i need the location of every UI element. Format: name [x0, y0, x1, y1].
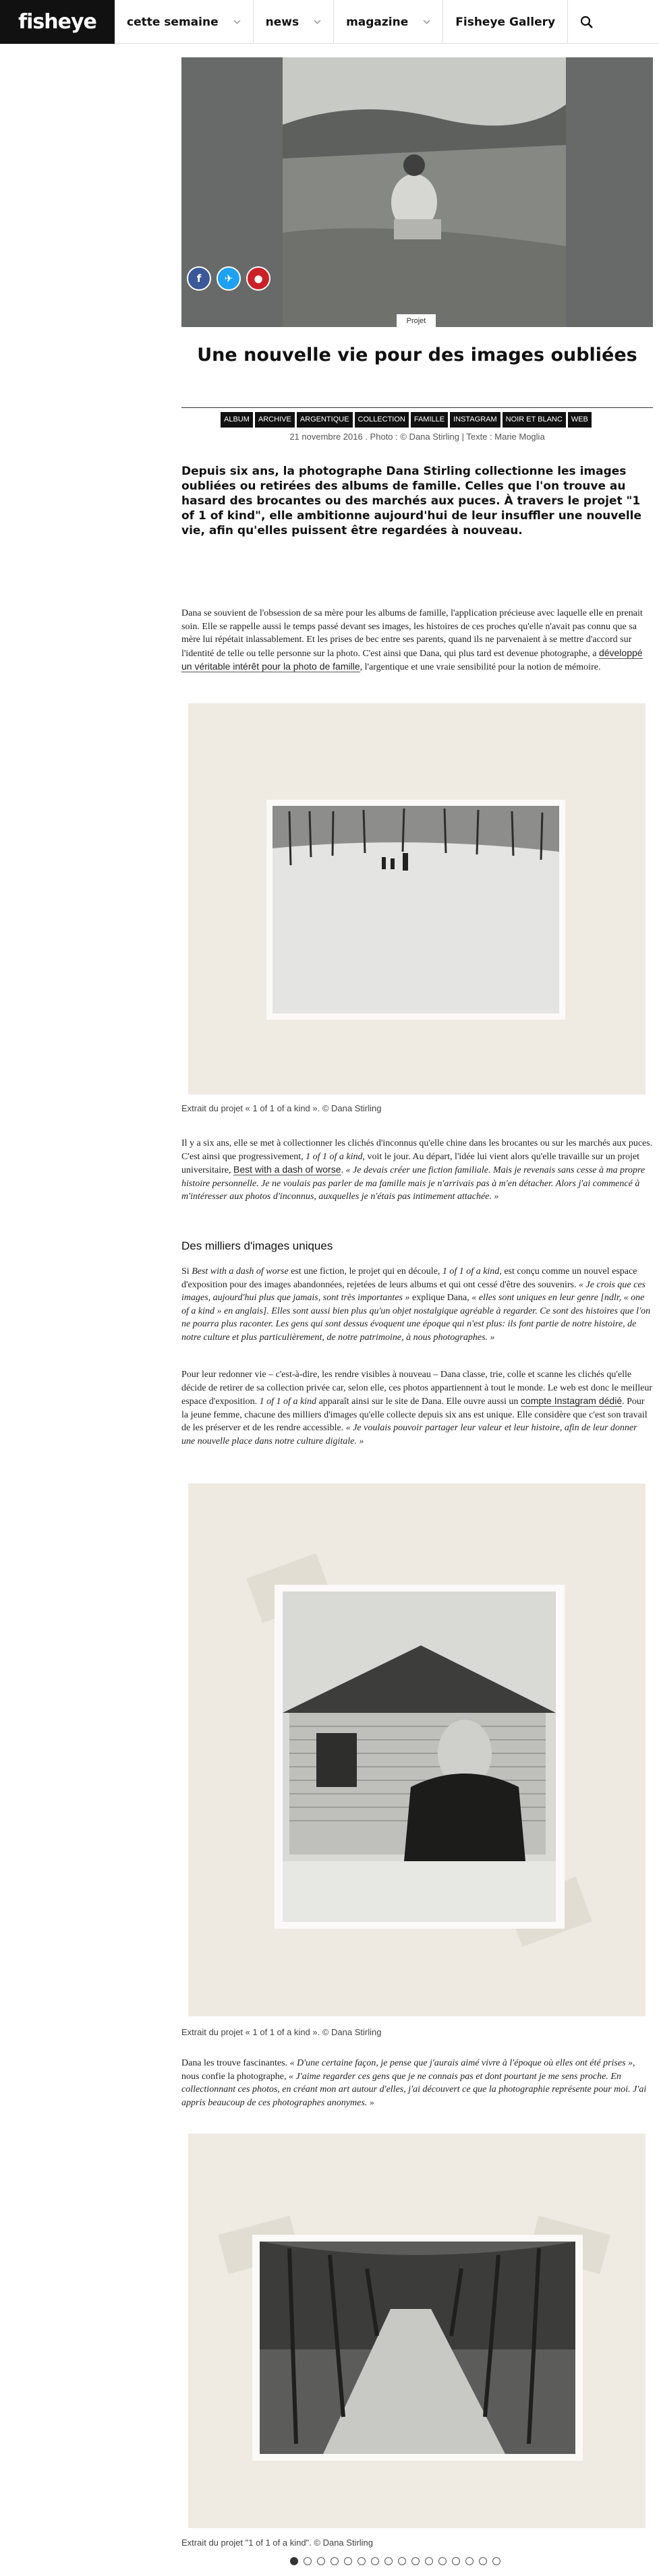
paragraph — [181, 1368, 653, 1448]
tag-argentique[interactable]: ARGENTIQUE — [297, 412, 353, 428]
nav-item-label: news — [265, 15, 299, 29]
inline-link[interactable]: Best with a dash of worse — [233, 1164, 341, 1175]
twitter-share-button[interactable] — [217, 266, 241, 291]
tag-album[interactable]: ALBUM — [221, 412, 253, 428]
image-caption: Extrait du projet « 1 of 1 of a kind ». © Dana Stirling — [181, 1103, 382, 1113]
text: est une fiction, le projet qui en découle, — [288, 1266, 442, 1277]
inline-link[interactable]: développé un véritable intérêt pour la photo de famille — [181, 647, 643, 672]
facebook-icon: f — [196, 272, 202, 285]
search-icon — [580, 16, 594, 29]
snow-photo — [188, 703, 646, 1094]
carousel-dot[interactable] — [479, 2557, 487, 2565]
text: explique Dana, — [409, 1293, 472, 1303]
text: Si — [181, 1266, 192, 1277]
chevron-down-icon — [423, 18, 430, 26]
twitter-icon: ✈ — [224, 272, 233, 285]
text: . Pour la jeune femme, chacune des milliers d'images qu'elle collecte depuis six ans est unique. Elle considère que c'est son travail de les préserver et de les rendre accessible. — [181, 1397, 648, 1433]
article-image — [188, 1484, 646, 2016]
facebook-share-button[interactable] — [187, 266, 211, 291]
quote: « Je devais créer une fiction familiale. Mais je revenais sans cesse à ma propre histoire personnelle. Je ne voulais pas parler de ma famille mais je n'arrivais pas à m'en détacher. Alors j'ai commencé à m'intéresser aux photos d'inconnus, auxquelles je n'étais pas intimement attachée. » — [181, 1165, 646, 1202]
image-caption: Extrait du projet "1 of 1 of a kind". © Dana Stirling — [181, 2538, 374, 2548]
nav-item-label: cette semaine — [127, 15, 219, 29]
house-portrait-photo — [188, 1484, 646, 2016]
carousel-dot[interactable] — [452, 2557, 460, 2565]
tag-list — [221, 412, 592, 428]
quote: « J'aime regarder ces gens que je ne connais pas et dont pourtant je me sens proche. En collectionnant ces photos, en créant mon art autour d'elles, j'ai découvert ce que la photographie représente pour moi. J'ai appris beaucoup de ces photographes anonymes. » — [181, 2071, 647, 2108]
text: apparaît ainsi sur le site de Dana. Elle ouvre aussi un — [316, 1397, 521, 1407]
top-nav — [0, 0, 659, 44]
carousel-dot[interactable] — [398, 2557, 406, 2565]
pinterest-icon: ● — [254, 272, 263, 285]
text: . — [341, 1165, 346, 1175]
text: Best with a dash of worse — [192, 1266, 289, 1277]
text: , est conçu comme un nouvel espace d'exposition pour des images abandonnées, rejetées de leurs albums et qui ont cessé d'être des souvenirs. — [181, 1266, 637, 1290]
quote: « D'une certaine façon, je pense que j'aurais aimé vivre à l'époque où elles ont été prises » — [289, 2058, 633, 2068]
divider — [181, 407, 653, 408]
category-tag[interactable]: Projet — [397, 314, 436, 327]
text: , l'argentique et une vraie sensibilité pour la notion de mémoire. — [360, 662, 601, 672]
paragraph — [181, 1265, 653, 1344]
carousel-dot[interactable] — [425, 2557, 433, 2565]
quote: « elles sont uniques en leur genre [ndlr, « one of a kind » en anglais]. Elles sont aussi bien plus qu'un objet nostalgique agréable à regarder. Ce sont des histoires que l'on ne pourra plus raconter. Les gens qui sont dessus évoquent une époque qui n'est plus: ils font partie de notre histoire, de notre culture et plus particulièrement, de notre patrimoine, à nous photographes. » — [181, 1293, 651, 1343]
image-caption: Extrait du projet « 1 of 1 of a kind ». © Dana Stirling — [181, 2027, 382, 2037]
text: Pour leur redonner vie – c'est-à-dire, les rendre visibles à nouveau – Dana classe, trie, colle et scanne les clichés qu'elle décide de retirer de sa collection privée car, selon elle, ces photos appartiennent à tout le monde. Le web est donc le meilleur espace d'exposition. — [181, 1370, 652, 1407]
nav-item-label: magazine — [346, 15, 409, 29]
hero-image — [181, 57, 653, 327]
article-image — [188, 2134, 646, 2528]
text: Dana se souvient de l'obsession de sa mère pour les albums de famille, l'application précieuse avec laquelle elle en prenait soin. Elle se rappelle aussi le temps passé devant ses images, les histoires de ces proches qu'elle n'avait pas connu que sa mère lui répétait inlassablement. Et les prises de bec entre ses parents, quand ils ne parvenaient à se mettre d'accord sur l'identité de telle ou telle personne sur la photo. C'est ainsi que Dana, qui plus tard est devenue photographe, a — [181, 608, 643, 659]
article-image — [188, 703, 646, 1094]
nav-item-gallery[interactable]: Fisheye Gallery — [443, 0, 568, 44]
text: 1 of 1 of a kind — [259, 1397, 317, 1407]
quote: « Je voulais pouvoir partager leur valeur et leur histoire, afin de leur donner une nouvelle place dans notre culture digitale. » — [181, 1423, 637, 1446]
carousel-dot[interactable] — [465, 2557, 474, 2565]
nav-item-cette-semaine[interactable] — [115, 0, 254, 44]
tag-collection[interactable]: COLLECTION — [355, 412, 409, 428]
carousel-dot[interactable] — [344, 2557, 352, 2565]
carousel-dot[interactable] — [492, 2557, 500, 2565]
carousel-dot[interactable] — [411, 2557, 420, 2565]
paragraph — [181, 2057, 653, 2109]
pinterest-share-button[interactable] — [246, 266, 270, 291]
carousel-dot[interactable] — [290, 2557, 298, 2565]
text: , nous confie la photographe, — [181, 2058, 635, 2082]
quote: « Je crois que ces images, aujourd'hui plus que jamais, sont très importantes » — [181, 1279, 646, 1303]
text: Dana les trouve fascinantes. — [181, 2058, 290, 2068]
paragraph — [181, 607, 653, 674]
article-meta: 21 novembre 2016 . Photo : © Dana Stirling | Texte : Marie Moglia — [289, 432, 545, 442]
carousel-dot[interactable] — [317, 2557, 325, 2565]
page-title: Une nouvelle vie pour des images oubliées — [197, 345, 637, 365]
nav-item-news[interactable] — [254, 0, 334, 44]
article-lead: Depuis six ans, la photographe Dana Stirling collectionne les images oubliées ou retirées des albums de famille. Celles que l'on trouve au hasard des brocantes ou des marchés aux puces. À travers le projet "1 of 1 of kind", elle ambitionne aujourd'hui de leur insuffler une nouvelle vie, afin qu'elles puissent être regardées à nouveau. — [181, 465, 642, 537]
forest-road-photo — [188, 2134, 646, 2528]
logo[interactable]: fisheye — [0, 0, 115, 44]
tag-famille[interactable]: FAMILLE — [411, 412, 448, 428]
carousel-dot[interactable] — [331, 2557, 339, 2565]
section-heading: Des milliers d'images uniques — [181, 1239, 333, 1252]
text: , voit le jour. Au départ, l'idée lui vient alors qu'elle travaille sur un projet universitaire, — [181, 1151, 640, 1175]
tag-instagram[interactable]: INSTAGRAM — [450, 412, 500, 428]
tag-web[interactable]: WEB — [568, 412, 592, 428]
carousel-dot[interactable] — [304, 2557, 312, 2565]
inline-link[interactable]: compte Instagram dédié — [520, 1395, 623, 1406]
nav-item-magazine[interactable] — [334, 0, 443, 44]
text: Il y a six ans, elle se met à collectionner les clichés d'inconnus qu'elle chine dans les brocantes ou sur les marchés aux puces. C'est ainsi que progressivement, — [181, 1138, 653, 1162]
text: 1 of 1 of a kind — [442, 1266, 500, 1277]
tag-archive[interactable]: ARCHIVE — [255, 412, 295, 428]
paragraph — [181, 1137, 653, 1204]
chevron-down-icon — [233, 18, 241, 26]
carousel-dot[interactable] — [357, 2557, 366, 2565]
tag-noir-et-blanc[interactable]: NOIR ET BLANC — [503, 412, 566, 428]
text: 1 of 1 of a kind — [306, 1151, 363, 1162]
carousel-dot[interactable] — [438, 2557, 447, 2565]
carousel-dot[interactable] — [371, 2557, 379, 2565]
chevron-down-icon — [314, 18, 321, 26]
carousel-dot[interactable] — [384, 2557, 393, 2565]
search-button[interactable] — [568, 0, 606, 44]
carousel-pagination — [290, 2557, 500, 2565]
